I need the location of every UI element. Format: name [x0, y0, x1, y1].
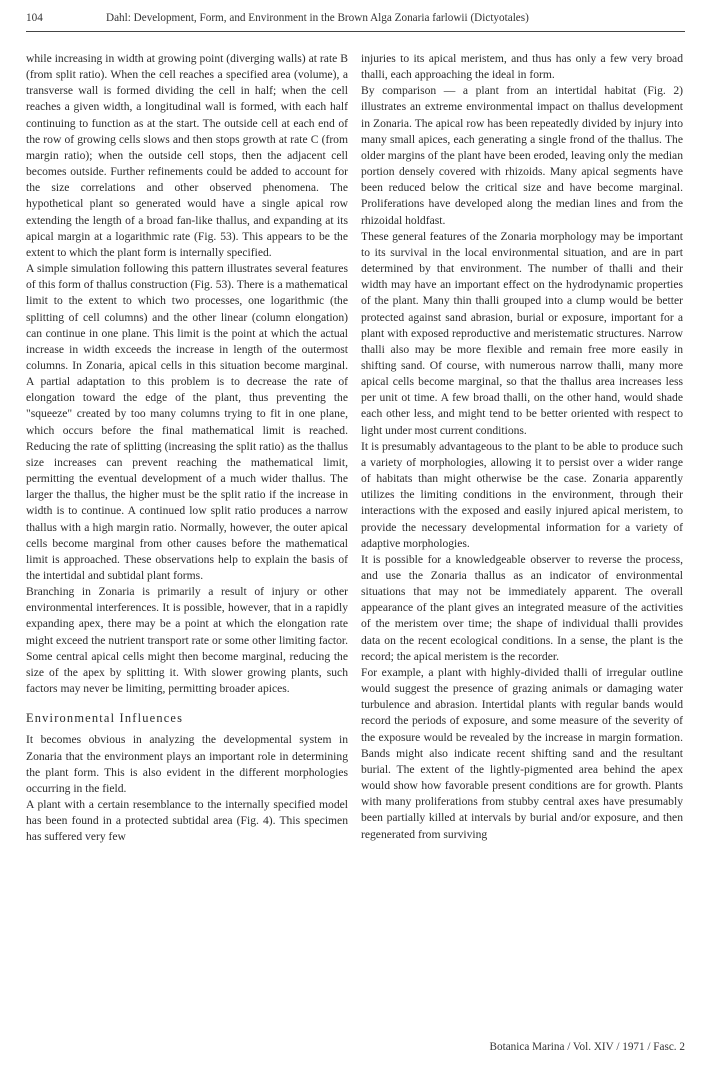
- paragraph: These general features of the Zonaria morphology may be important to its survival in the local environmental situation, and are in part determined by that environment. The number of thalli and their width may have an important effect on the hydrodynamic properties of the plant. Many thin thalli grouped into a clump would be better protected against sand abrasion, burial or exposure, important for a plant with exposed reproductive and meristematic structures. Narrow thalli also may be more flexible and remain free more easily in shifting sand. Of course, with numerous narrow thalli, many more apical cells become marginal, so that the thallus area increases less per unit ot time. A few broad thalli, on the other hand, would shade each other less, and might tend to be better oriented with respect to light under most current conditions.: [361, 229, 683, 437]
- paragraph: injuries to its apical meristem, and thus has only a few very broad thalli, each approaching the ideal in form.: [361, 52, 683, 82]
- paragraph: A plant with a certain resemblance to the internally specified model has been found in a protected subtidal area (Fig. 4). This specimen has suffered very few: [26, 798, 348, 844]
- paragraph: It is presumably advantageous to the plant to be able to produce such a variety of morphologies, allowing it to persist over a wider range of habitats than might otherwise be the case. Zonaria apparently utilizes the limiting conditions in the environment, through their interactions with the exposed and easily injured apical meristem, to provide the necessary developmental information for a variety of adaptive morphologies.: [361, 439, 683, 550]
- right-column: [361, 51, 683, 843]
- paragraph: By comparison — a plant from an intertidal habitat (Fig. 2) illustrates an extreme environmental impact on thallus development in Zonaria. The apical row has been repeatedly divided by injury into many small apices, each generating a single frond of the thallus. The older margins of the plant have been eroded, leaving only the median portion densely covered with rhizoids. Many apical segments have been reduced below the critical size and have become marginal. Proliferations have developed along the median lines and from the rhizoidal holdfast.: [361, 84, 683, 227]
- paragraph: while increasing in width at growing point (diverging walls) at rate B (from split ratio). When the cell reaches a specified area (volume), a transverse wall is formed dividing the cell in half; when the cell reaches a given width, a longitudinal wall is formed, with each half continuing to function as at the start. The outside cell at each end of the row of growing cells slows and then stops growth at rate C (from margin ratio); when the outside cell stops, then the adjacent cell becomes outside. Further refinements could be added to account for the size correlations and other observed phenomena. The hypothetical plant so generated would have a single apical row extending the length of a broad fan-like thallus, and expanding at its apical margin at a logarithmic rate (Fig. 53). This appears to be the extent to which the plant form is internally specified.: [26, 52, 348, 259]
- left-column: [26, 51, 348, 846]
- section-heading: Environmental Influences: [26, 711, 184, 726]
- paragraph: A simple simulation following this pattern illustrates several features of this form of thallus construction (Fig. 53). There is a mathematical limit to the extent to which two processes, one logarithmic (the splitting of cell columns) and the other linear (column elongation) can continue in one plane. This limit is the point at which the actual increase in width exceeds the increase in length of the outermost columns. In Zonaria, apical cells in this situation become marginal. A partial adaptation to this problem is to decrease the rate of elongation toward the edge of the plant, thus preventing the "squeeze" created by too many columns trying to fit in one plane, which occurs before the final mathematical limit is reached. Reducing the rate of splitting (increasing the split ratio) as the thallus size increases can prevent reaching the mathematical limit, permitting the eventual development of a much wider thallus. The larger the thallus, the higher must be the split ratio if the increase in width is to continue. A continued low split ratio produces a narrow thallus with a high margin ratio. Normally, however, the outer apical cells become marginal from other causes before the mathematical limit is approached. These observations help to explain the basis of the intertidal and subtidal plant forms.: [26, 262, 348, 582]
- paragraph: For example, a plant with highly-divided thalli of irregular outline would suggest the presence of grazing animals or damaging water turbulence and abrasion. Intertidal plants with regular bands would record the periods of exposure, and some measure of the severity of the exposure would be revealed by the increase in margin formation. Bands might also indicate recent shifting sand and the resultant burial. The extent of the lightly-pigmented area behind the apex would show how favorable present conditions are for growth. Plants with many proliferations from stubby central axes have presumably been partially killed at intervals by burial and/or exposure, and then regenerated from surviving: [361, 665, 683, 841]
- paragraph: Branching in Zonaria is primarily a result of injury or other environmental interferences. It is possible, however, that in a rapidly expanding apex, there may be a point at which the elongation rate might exceed the nutrient transport rate or some other limiting factor. Some central apical cells might then become marginal, reducing the size of the apex by splitting it. With slower growing plants, such factors may never be limiting, permitting broader apices.: [26, 585, 348, 696]
- page-number: 104: [26, 12, 43, 24]
- paragraph: It is possible for a knowledgeable observer to reverse the process, and use the Zonaria thallus as an indicator of environmental situations that may not be immediately apparent. The overall appearance of the plant gives an integrated measure of the activities of the meristem over time; the shape of individual thalli provides data on the recent ecological conditions. In a sense, the plant is the record; the apical meristem is the recorder.: [361, 552, 683, 663]
- journal-footer: Botanica Marina / Vol. XIV / 1971 / Fasc. 2: [489, 1041, 685, 1053]
- paragraph: It becomes obvious in analyzing the developmental system in Zonaria that the environment plays an important role in determining the plant form. This is also evident in the different morphologies occurring in the field.: [26, 733, 348, 795]
- running-head: Dahl: Development, Form, and Environment in the Brown Alga Zonaria farlowii (Dictyotales): [106, 12, 529, 24]
- header-rule: [26, 31, 685, 32]
